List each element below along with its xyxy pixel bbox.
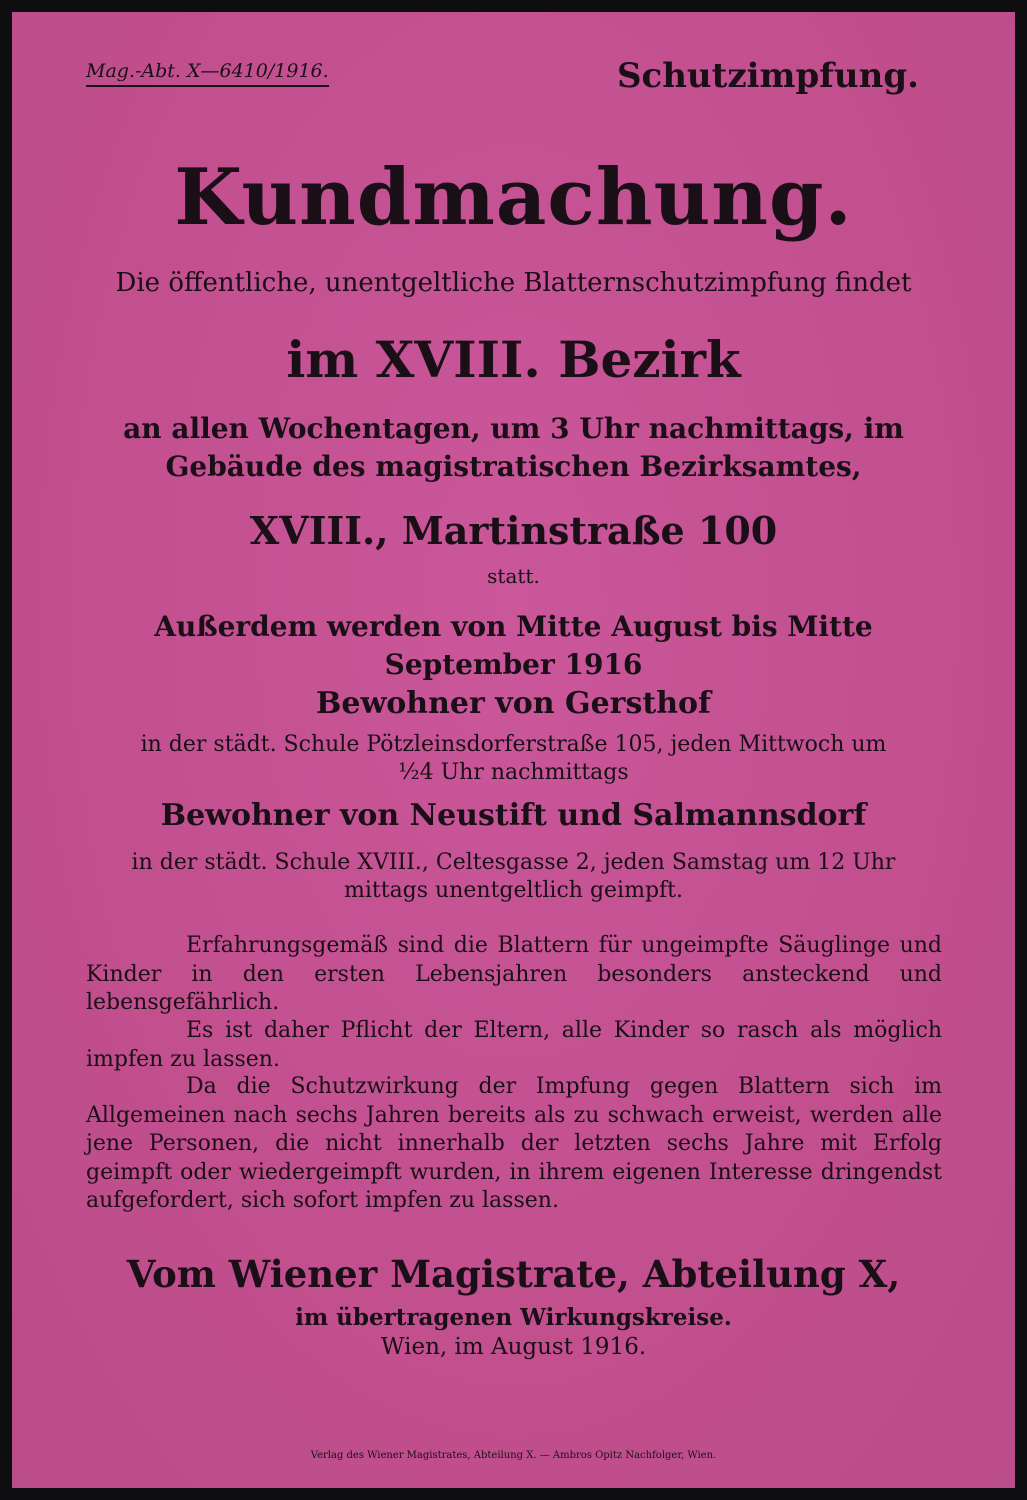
topic-heading: Schutzimpfung. — [616, 56, 919, 96]
additional-date-line: September 1916 — [384, 648, 643, 681]
group-gersthof-heading: Bewohner von Gersthof — [316, 686, 711, 721]
reference-number: Mag.-Abt. X—6410/1916. — [86, 60, 329, 87]
address-heading: XVIII., Martinstraße 100 — [249, 508, 778, 553]
group-neustift-detail: in der städt. Schule XVIII., Celtesgasse 2, jeden Samstag um 12 Uhr — [131, 850, 896, 875]
notice-title: Kundmachung. — [174, 152, 853, 243]
additional-line: Außerdem werden von Mitte August bis Mitte — [154, 610, 873, 643]
location-line: Gebäude des magistratischen Bezirksamtes, — [165, 450, 862, 483]
body-paragraph-3: Da die Schutzwirkung der Impfung gegen Blattern sich im Allgemeinen nach sechs Jahren bereits als zu schwach erweist, werden alle jene Personen, die nicht innerhalb der letzten sechs Jahre mit Erfolg geimpft oder wiedergeimpft wurden, in ihrem eigenen Interesse dringendst aufgefordert, sich sofort impfen zu lassen. — [86, 1074, 942, 1213]
group-gersthof-time: ½4 Uhr nachmittags — [398, 760, 629, 785]
issuer-signature: Vom Wiener Magistrate, Abteilung X, — [126, 1252, 901, 1296]
body-paragraph-1: Erfahrungsgemäß sind die Blattern für ungeimpfte Säuglinge und Kinder in den ersten Lebensjahren besonders ansteckend und lebensgefährlich. — [86, 933, 942, 1015]
issuer-subtitle: im übertragenen Wirkungskreise. — [295, 1304, 732, 1331]
body-paragraph-2: Es ist daher Pflicht der Eltern, alle Kinder so rasch als möglich impfen zu lassen. — [86, 1018, 942, 1072]
statt-word: statt. — [487, 564, 540, 588]
group-gersthof-detail: in der städt. Schule Pötzleinsdorferstraße 105, jeden Mittwoch um — [140, 732, 887, 757]
poster-sheet — [12, 12, 1015, 1488]
group-neustift-heading: Bewohner von Neustift und Salmannsdorf — [160, 798, 867, 833]
schedule-line: an allen Wochentagen, um 3 Uhr nachmittags, im — [123, 412, 904, 445]
district-heading: im XVIII. Bezirk — [286, 330, 741, 389]
issue-date: Wien, im August 1916. — [380, 1334, 647, 1360]
printer-imprint: Verlag des Wiener Magistrates, Abteilung X. — Ambros Opitz Nachfolger, Wien. — [310, 1450, 717, 1461]
edge-mark — [0, 915, 3, 925]
notice-intro-line: Die öffentliche, unentgeltliche Blatternschutzimpfung findet — [115, 268, 912, 298]
group-neustift-time: mittags unentgeltlich geimpft. — [343, 878, 684, 903]
